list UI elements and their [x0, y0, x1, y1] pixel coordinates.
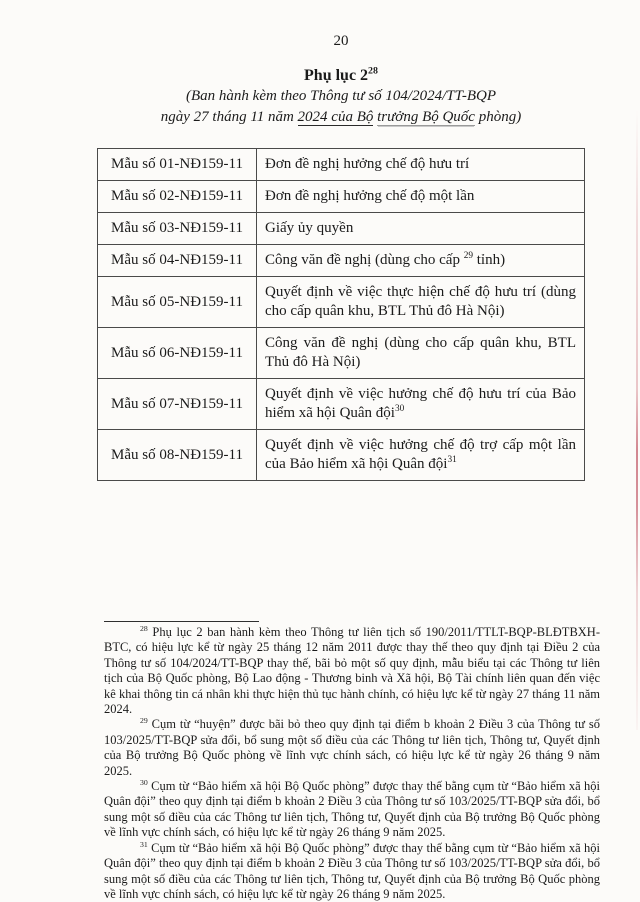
text-segment: ngày 27 tháng 11 năm: [160, 109, 298, 125]
subtitle-line1: (Ban hành kèm theo Thông tư số 104/2024/TT-BQP: [186, 88, 496, 104]
table-row: [98, 213, 585, 245]
footnote-ref: 30: [394, 404, 405, 414]
form-code-cell: Mẫu số 04-NĐ159-11: [98, 245, 257, 277]
scan-red-margin-mark: [636, 110, 638, 730]
footnote-marker: 30: [140, 777, 148, 787]
form-code-cell: Mẫu số 03-NĐ159-11: [98, 213, 257, 245]
text-segment: Công văn đề nghị (dùng cho cấp quân khu, BTL Thủ đô Hà Nội): [265, 335, 576, 370]
form-desc-cell: [257, 181, 585, 213]
text-segment: 2024 của Bộ: [297, 109, 374, 125]
table-row: [98, 277, 585, 328]
table-row: [98, 430, 585, 481]
form-code-cell: Mẫu số 01-NĐ159-11: [98, 149, 257, 181]
footnote: $^{31}$ Cụm từ “Bảo hiểm xã hội Bộ Quốc phòng” được thay thế bằng cụm từ “Bảo hiểm xã hội Quân đội” theo quy định tại điểm b khoản 2 Điều 3 của Thông tư số 103/2025/TT-BQP sửa đổi, bổ sung một số điều của các Thông tư liên tịch, Thông tư, Quyết định của Bộ trưởng Bộ Quốc phòng về lĩnh vực chính sách, có hiệu lực kể từ ngày 26 tháng 9 năm 2025.: [104, 839, 600, 901]
footnote-marker: 29: [140, 716, 148, 726]
page-content: [97, 0, 600, 902]
text-segment: Đơn đề nghị hưởng chế độ một lần: [265, 188, 475, 204]
form-code-cell: Mẫu số 07-NĐ159-11: [98, 379, 257, 430]
table-row: [98, 328, 585, 379]
form-desc-cell: [257, 430, 585, 481]
appendix-title: [97, 66, 585, 86]
table-row: [98, 379, 585, 430]
form-desc-cell: [257, 213, 585, 245]
text-segment: trưởng Bộ Quốc: [377, 109, 475, 125]
table-row: [98, 181, 585, 213]
text-segment: Đơn đề nghị hưởng chế độ hưu trí: [265, 156, 470, 172]
form-desc-cell: [257, 277, 585, 328]
title-footnote-ref: 28: [368, 65, 378, 77]
page-number: 20: [333, 33, 349, 49]
form-desc-cell: [257, 379, 585, 430]
footnotes: [104, 622, 600, 902]
footnote-marker: 31: [140, 839, 148, 849]
text-segment: Công văn đề nghị (dùng cho cấp: [265, 252, 464, 268]
form-code-cell: Mẫu số 06-NĐ159-11: [98, 328, 257, 379]
footnote-marker: 28: [140, 623, 148, 633]
footnote-ref: 31: [447, 455, 457, 465]
appendix-title-text: Phụ lục 2: [304, 67, 369, 84]
text-segment: Quyết định về việc thực hiện chế độ hưu trí (dùng cho cấp quân khu, BTL Thủ đô Hà Nội): [265, 284, 576, 319]
forms-table: [97, 148, 585, 481]
form-desc-cell: [257, 328, 585, 379]
text-segment: tỉnh): [473, 252, 506, 268]
footnote: $^{30}$ Cụm từ “Bảo hiểm xã hội Bộ Quốc phòng” được thay thế bằng cụm từ “Bảo hiểm xã hội Quân đội” theo quy định tại điểm b khoản 2 Điều 3 của Thông tư số 103/2025/TT-BQP sửa đổi, bổ sung một số điều của các Thông tư liên tịch, Thông tư, Quyết định của Bộ trưởng Bộ Quốc phòng về lĩnh vực chính sách, có hiệu lực kể từ ngày 26 tháng 9 năm 2025.: [104, 777, 600, 840]
table-row: [98, 149, 585, 181]
footnote: $^{29}$ Cụm từ “huyện” được bãi bỏ theo quy định tại điểm b khoản 2 Điều 3 của Thông tư số 103/2025/TT-BQP sửa đổi, bổ sung một số điều của các Thông tư liên tịch, Thông tư, Quyết định của Bộ trưởng Bộ Quốc phòng về lĩnh vực chính sách, có hiệu lực kể từ ngày 26 tháng 9 năm 2025.: [104, 716, 600, 778]
table-row: [98, 245, 585, 277]
form-code-cell: Mẫu số 08-NĐ159-11: [98, 430, 257, 481]
text-segment: phòng): [474, 109, 522, 125]
text-segment: Giấy ủy quyền: [265, 220, 354, 236]
form-desc-cell: [257, 245, 585, 277]
footnote-ref: 29: [463, 251, 474, 261]
text-segment: Quyết định về việc hưởng chế độ trợ cấp một lần của Bảo hiểm xã hội Quân đội: [265, 437, 576, 472]
form-code-cell: Mẫu số 05-NĐ159-11: [98, 277, 257, 328]
form-code-cell: Mẫu số 02-NĐ159-11: [98, 181, 257, 213]
text-segment: Quyết định về việc hưởng chế độ hưu trí của Bảo hiểm xã hội Quân đội: [265, 386, 576, 421]
footnote: $^{28}$ Phụ lục 2 ban hành kèm theo Thông tư liên tịch số 190/2011/TTLT-BQP-BLĐTBXH-BTC, có hiệu lực kể từ ngày 25 tháng 12 năm 2011 được thay thế theo quy định tại Điều 2 của Thông tư số 104/2024/TT-BQP thay thế, bãi bỏ một số quy định, mẫu biểu tại các Thông tư liên tịch của Bộ Quốc phòng, Bộ Lao động - Thương binh và Xã hội, Bộ Tài chính liên quan đến việc kê khai thông tin cá nhân khi thực hiện thủ tục hành chính, có hiệu lực kể từ ngày 27 tháng 11 năm 2024.: [104, 623, 600, 717]
forms-table-body: [98, 149, 585, 481]
form-desc-cell: [257, 149, 585, 181]
subtitle-line2: [97, 107, 585, 128]
